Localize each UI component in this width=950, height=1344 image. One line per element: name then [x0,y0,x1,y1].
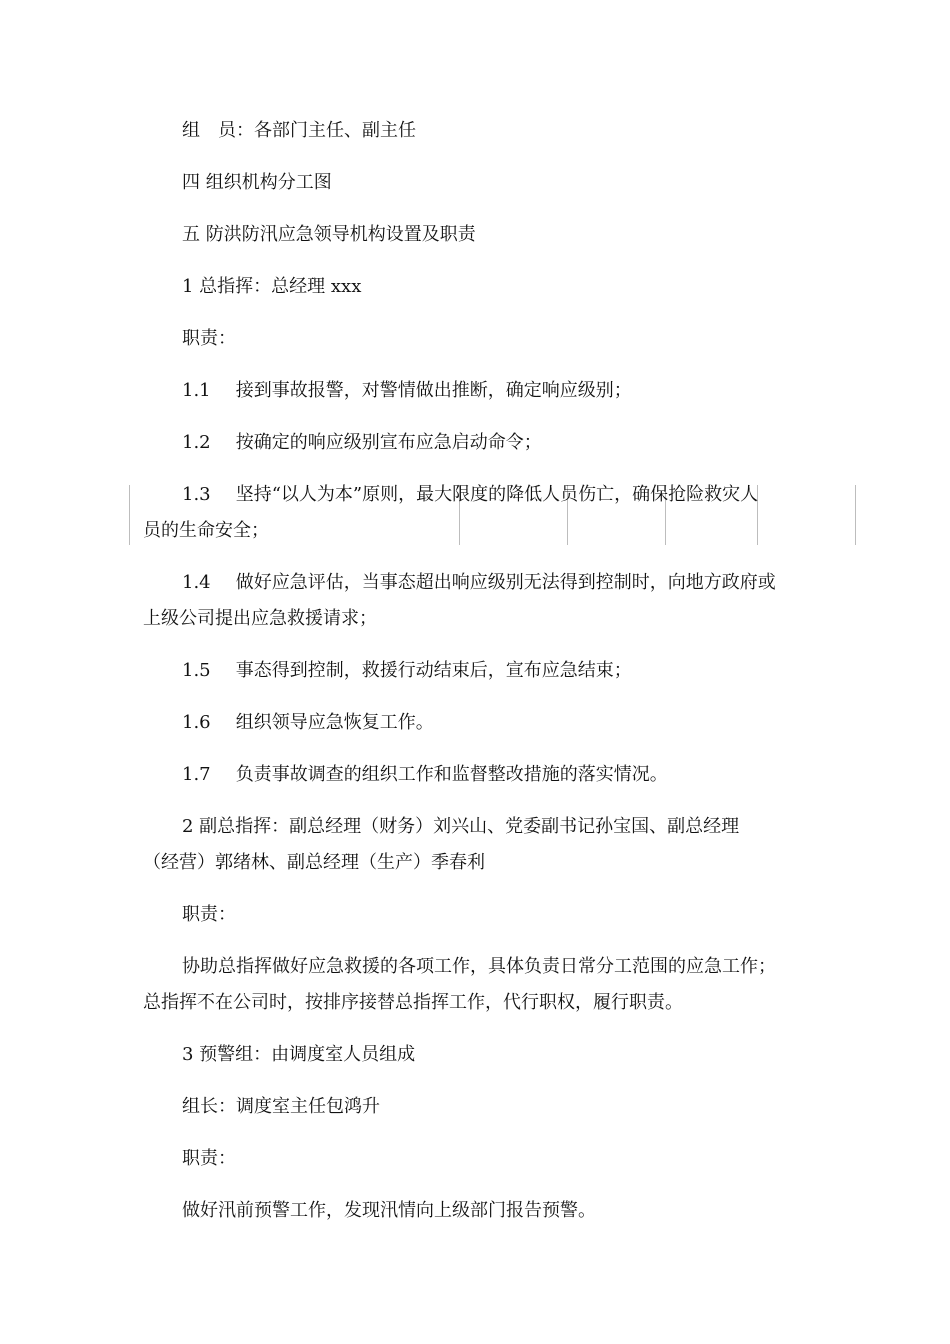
warning-duty-text: 做好汛前预警工作，发现汛情向上级部门报告预警。 [182,1200,596,1221]
deputy-commander-line-continued: （经营）郭绪林、副总经理（生产）季春利 [143,852,485,873]
duty-text: 事态得到控制，救援行动结束后，宣布应急结束； [235,660,632,681]
section-four-heading: 四 组织机构分工图 [182,172,332,193]
duty-number: 1.4 [182,572,211,593]
duty-number: 1.2 [182,432,211,453]
duty-number: 1.5 [182,660,211,681]
warning-team-line: 3 预警组：由调度室人员组成 [182,1044,416,1065]
deputy-commander-line: 2 副总指挥：副总经理（财务）刘兴山、党委副书记孙宝国、副总经理 [182,816,740,837]
duty-text: 组织领导应急恢复工作。 [235,712,434,733]
duty-text: 接到事故报警，对警情做出推断，确定响应级别； [235,380,632,401]
duty-number: 1.3 [182,484,211,505]
duties-label-1: 职责： [182,328,236,349]
commander-line: 1 总指挥：总经理 xxx [182,276,362,297]
duty-text: 坚持“以人为本”原则，最大限度的降低人员伤亡，确保抢险救灾人 [235,484,759,505]
duties-label-2: 职责： [182,904,236,925]
duty-item-1-3-continued: 员的生命安全； [143,520,269,541]
duty-number: 1.1 [182,380,211,401]
duty-item-1-7 [0,763,950,787]
duty-item-1-5 [0,659,950,683]
duties-label-3: 职责： [182,1148,236,1169]
duty-text: 按确定的响应级别宣布应急启动命令； [235,432,542,453]
team-members-line: 组 员：各部门主任、副主任 [182,120,416,141]
team-leader-line: 组长：调度室主任包鸿升 [182,1096,380,1117]
duty-item-1-4-continued: 上级公司提出应急救援请求； [143,608,377,629]
duty-item-1-2 [0,431,950,455]
duty-item-1-3 [0,483,950,507]
duty-item-1-6 [0,711,950,735]
duty-text: 做好应急评估，当事态超出响应级别无法得到控制时，向地方政府或 [235,572,776,593]
duty-item-1-4 [0,571,950,595]
duty-item-1-1 [0,379,950,403]
duty-number: 1.6 [182,712,211,733]
section-five-heading: 五 防洪防汛应急领导机构设置及职责 [182,224,476,245]
duty-number: 1.7 [182,764,211,785]
deputy-duty-text: 协助总指挥做好应急救援的各项工作，具体负责日常分工范围的应急工作； [182,956,776,977]
duty-text: 负责事故调查的组织工作和监督整改措施的落实情况。 [235,764,668,785]
deputy-duty-text-continued: 总指挥不在公司时，按排序接替总指挥工作，代行职权，履行职责。 [143,992,683,1013]
